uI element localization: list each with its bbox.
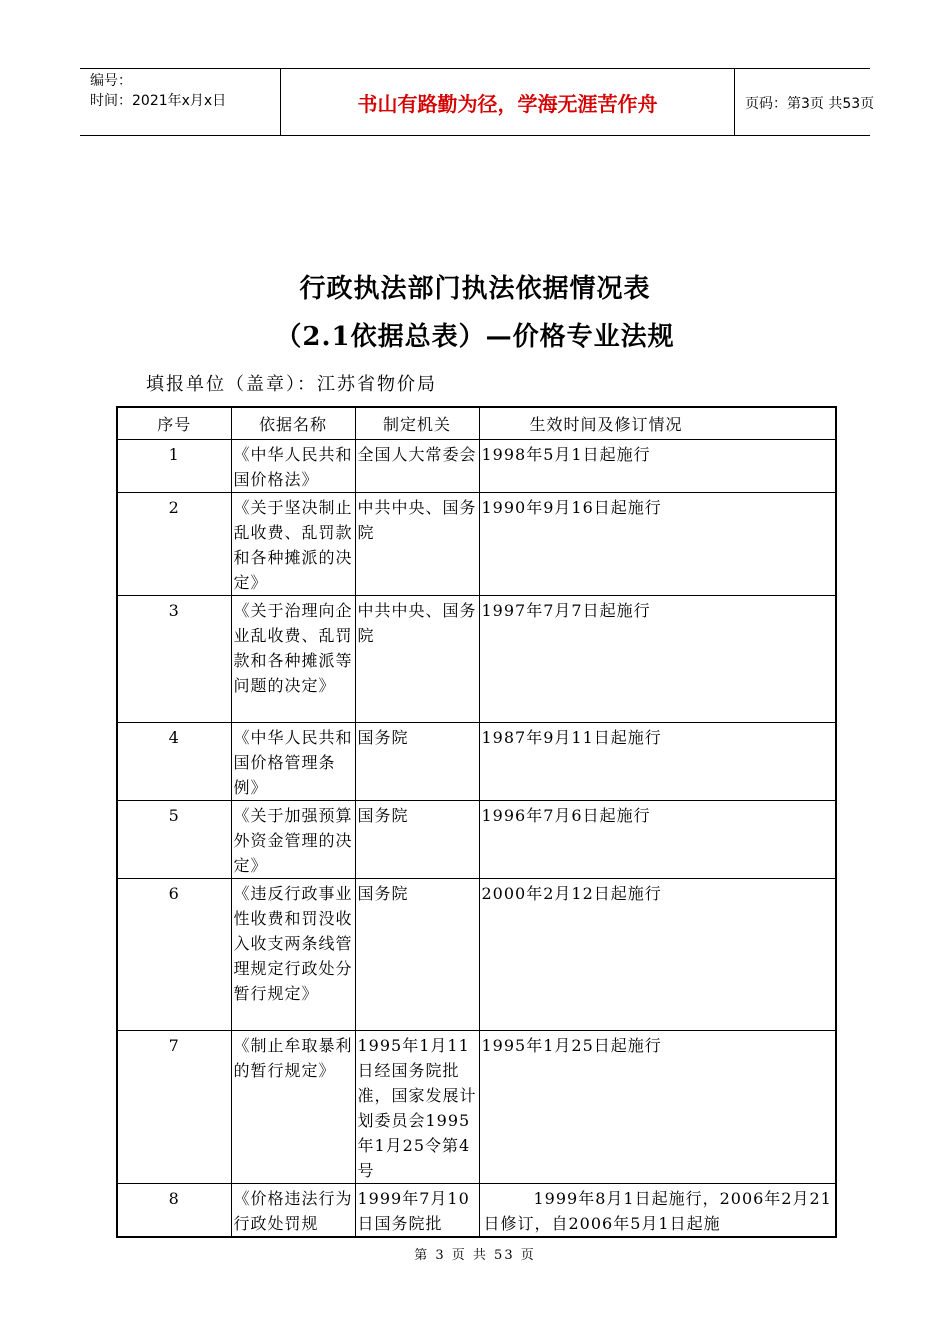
row-name: 《中华人民共和国价格管理条例》 [231, 722, 355, 800]
table-row [117, 800, 836, 878]
row-org: 国务院 [355, 878, 479, 1030]
table-row [117, 1183, 836, 1237]
page-footer: 第 3 页 共 53 页 [414, 1248, 536, 1263]
row-org: 1999年7月10日国务院批 [355, 1183, 479, 1237]
header-cell-name: 依据名称 [231, 407, 355, 439]
row-name: 《中华人民共和国价格法》 [231, 439, 355, 492]
row-org: 1995年1月11日经国务院批准，国家发展计划委员会1995年1月25令第4号 [355, 1030, 479, 1183]
row-name: 《违反行政事业性收费和罚没收入收支两条线管理规定行政处分暂行规定》 [231, 878, 355, 1030]
time-label: 时间：2021年x月x日 [90, 93, 227, 109]
table-row [117, 1030, 836, 1183]
table-row [117, 439, 836, 492]
row-no: 5 [117, 800, 231, 878]
law-basis-table [116, 406, 837, 1238]
header-meta [90, 71, 270, 111]
reporting-unit: 填报单位（盖章）：江苏省物价局 [146, 374, 437, 395]
row-org: 中共中央、国务院 [355, 492, 479, 595]
row-name: 《制止牟取暴利的暂行规定》 [231, 1030, 355, 1183]
row-name: 《价格违法行为行政处罚规 [231, 1183, 355, 1237]
row-no: 4 [117, 722, 231, 800]
document-title: 行政执法部门执法依据情况表 [299, 274, 651, 304]
row-date: 1998年5月1日起施行 [479, 439, 836, 492]
row-date: 1995年1月25日起施行 [479, 1030, 836, 1183]
row-date: 1996年7月6日起施行 [479, 800, 836, 878]
row-no: 3 [117, 595, 231, 722]
row-date: 1999年8月1日起施行，2006年2月21日修订，自2006年5月1日起施 [479, 1183, 836, 1237]
row-org: 国务院 [355, 722, 479, 800]
code-label: 编号： [90, 73, 132, 89]
row-no: 6 [117, 878, 231, 1030]
row-no: 8 [117, 1183, 231, 1237]
row-org: 中共中央、国务院 [355, 595, 479, 722]
row-org: 国务院 [355, 800, 479, 878]
row-org: 全国人大常委会 [355, 439, 479, 492]
row-no: 7 [117, 1030, 231, 1183]
row-name: 《关于加强预算外资金管理的决定》 [231, 800, 355, 878]
row-no: 2 [117, 492, 231, 595]
document-subtitle: （2.1依据总表）—价格专业法规 [275, 322, 675, 352]
header-cell-date: 生效时间及修订情况 [479, 407, 836, 439]
row-date: 1990年9月16日起施行 [479, 492, 836, 595]
row-date: 1997年7月7日起施行 [479, 595, 836, 722]
row-name: 《关于坚决制止乱收费、乱罚款和各种摊派的决定》 [231, 492, 355, 595]
page-header [80, 68, 875, 136]
header-page-info: 页码：第3页 共53页 [745, 96, 875, 112]
table-header-row [117, 407, 836, 439]
header-motto: 书山有路勤为径，学海无涯苦作舟 [280, 69, 735, 135]
table-row [117, 492, 836, 595]
header-cell-no: 序号 [117, 407, 231, 439]
header-cell-org: 制定机关 [355, 407, 479, 439]
row-no: 1 [117, 439, 231, 492]
table-row [117, 722, 836, 800]
table-row [117, 878, 836, 1030]
row-date: 2000年2月12日起施行 [479, 878, 836, 1030]
row-name: 《关于治理向企业乱收费、乱罚款和各种摊派等问题的决定》 [231, 595, 355, 722]
row-date: 1987年9月11日起施行 [479, 722, 836, 800]
table-row [117, 595, 836, 722]
